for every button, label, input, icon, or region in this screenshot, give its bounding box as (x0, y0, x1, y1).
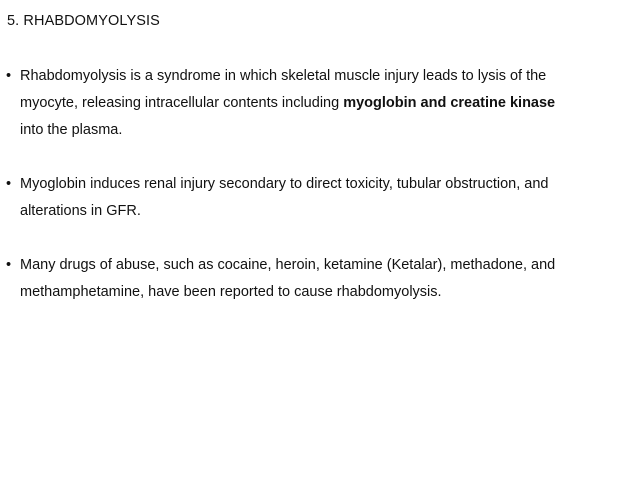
bullet-text-line (6, 90, 632, 117)
bullet-icon: • (6, 257, 12, 273)
bullet-text-segment: myocyte, releasing intracellular contents including (20, 95, 344, 111)
bullet-icon: • (6, 176, 12, 192)
bullet-text-line: Rhabdomyolysis is a syndrome in which skeletal muscle injury leads to lysis of the (20, 68, 547, 84)
bullet-bold-text: myoglobin and creatine kinase (343, 95, 556, 111)
bullet-text-line: Myoglobin induces renal injury secondary to direct toxicity, tubular obstruction, and (20, 176, 549, 192)
slide-heading: 5. RHABDOMYOLYSIS (7, 13, 160, 29)
bullet-text-line: methamphetamine, have been reported to cause rhabdomyolysis. (20, 284, 442, 300)
bullet-icon: • (6, 68, 12, 84)
bullet-text-line: alterations in GFR. (20, 203, 141, 219)
bullet-item-drugs-of-abuse (6, 252, 632, 306)
bullet-item-myoglobin (6, 171, 632, 225)
bullet-text-line: into the plasma. (20, 122, 123, 138)
bullet-item-rhabdomyolysis-definition (6, 63, 632, 144)
bullet-text-line: Many drugs of abuse, such as cocaine, heroin, ketamine (Ketalar), methadone, and (20, 257, 556, 273)
